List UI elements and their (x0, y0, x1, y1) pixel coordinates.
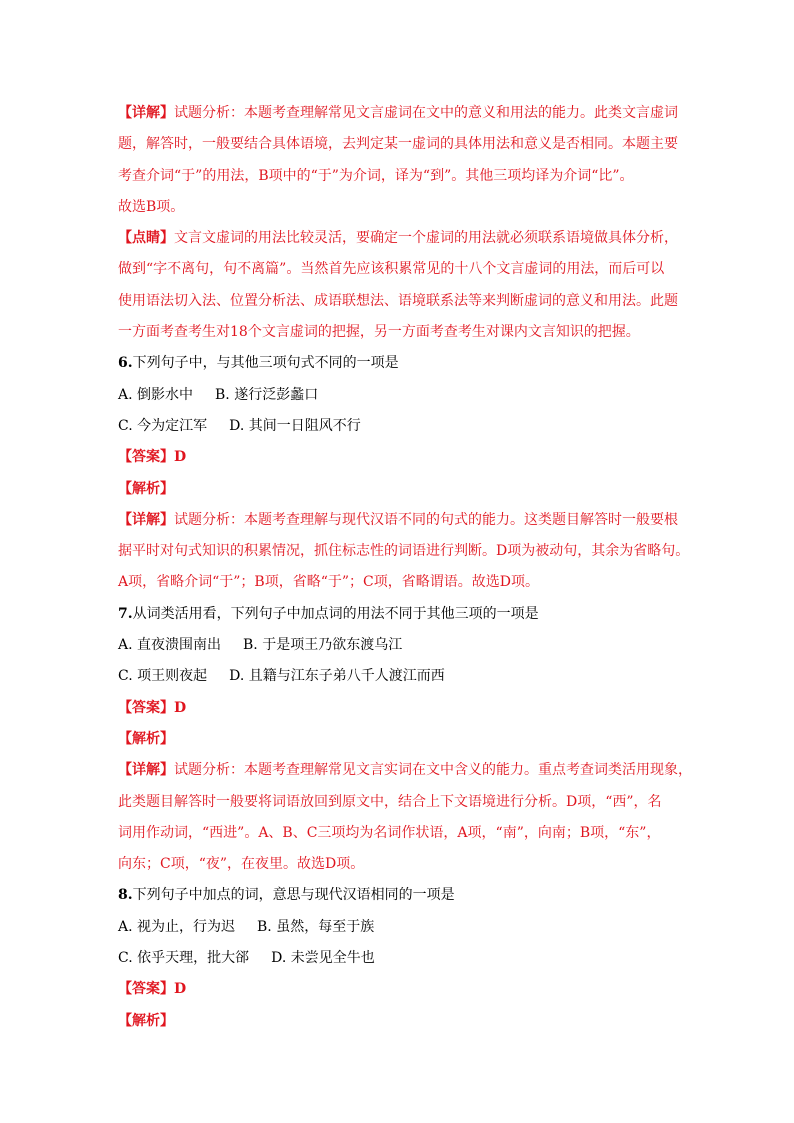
detail-line: 词用作动词，“西进”。A、B、C三项均为名词作状语，A项，“南”，向南；B项，“东”， (118, 824, 661, 841)
option-d: D. 其间一日阻风不行 (229, 417, 361, 434)
question-7 (118, 599, 692, 881)
option-a: A. 视为止，行为迟 (118, 918, 236, 935)
tips-line: 做到“字不离句，句不离篇”。当然首先应该积累常见的十八个文言虚词的用法，而后可以 (118, 261, 665, 278)
tips-line: 使用语法切入法、位置分析法、成语联想法、语境联系法等来判断虚词的意义和用法。此题 (118, 292, 678, 309)
question-8 (118, 880, 678, 1036)
option-b: B. 遂行泛彭蠡口 (215, 386, 319, 403)
option-d: D. 且籍与江东子弟八千人渡江而西 (229, 668, 445, 685)
analysis-label: 【解析】 (118, 730, 174, 747)
answer-label: 【答案】D (118, 699, 187, 716)
options-row (118, 380, 678, 411)
analysis-label: 【解析】 (118, 1012, 174, 1029)
tips-tag: 【点睛】 (118, 230, 174, 247)
detail-line: 【详解】试题分析：本题考查理解与现代汉语不同的句式的能力。这类题目解答时一般要根 (118, 511, 678, 528)
detail-tag: 【详解】 (118, 105, 174, 121)
tips-line: 【点睛】文言文虚词的用法比较灵活，要确定一个虚词的用法就必须联系语境做具体分析， (118, 230, 678, 247)
options-row (118, 661, 678, 692)
question-stem: 6.下列句子中，与其他三项句式不同的一项是 (118, 355, 399, 372)
detail-line: 【详解】试题分析：本题考查理解常见文言虚词在文中的意义和用法的能力。此类文言虚词 (118, 105, 678, 121)
option-c: C. 依乎天理，批大郤 (118, 950, 250, 967)
options-row (118, 943, 678, 974)
option-c: C. 项王则夜起 (118, 668, 208, 685)
option-b: B. 虽然，每至于族 (257, 918, 375, 935)
answer-label: 【答案】D (118, 449, 187, 466)
question-stem: 7.从词类活用看，下列句子中加点词的用法不同于其他三项的一项是 (118, 605, 539, 622)
detail-line: 向东；C项，“夜”，在夜里。故选D项。 (118, 856, 365, 873)
detail-line: 此类题目解答时一般要将词语放回到原文中，结合上下文语境进行分析。D项，“西”，名 (118, 793, 662, 810)
detail-tag: 【详解】 (118, 762, 174, 779)
analysis-label: 【解析】 (118, 480, 174, 497)
option-d: D. 未尝见全牛也 (271, 950, 375, 967)
question-number: 6. (118, 355, 133, 372)
detail-line: 据平时对句式知识的积累情况，抓住标志性的词语进行判断。D项为被动句，其余为省略句。 (118, 543, 690, 560)
detail-line: 【详解】试题分析：本题考查理解常见文言实词在文中含义的能力。重点考查词类活用现象， (118, 762, 692, 779)
option-c: C. 今为定江军 (118, 417, 208, 434)
detail-line: 考查介词“于”的用法，B项中的“于”为介词，译为“到”。其他三项均译为介词“比”。 (118, 167, 634, 184)
option-a: A. 倒影水中 (118, 386, 194, 403)
document-page (118, 98, 692, 1037)
detail-line: 故选B项。 (118, 198, 185, 215)
options-row (118, 912, 678, 943)
tips-block-q5 (118, 223, 678, 348)
question-stem: 8.下列句子中加点的词，意思与现代汉语相同的一项是 (118, 887, 455, 904)
answer-label: 【答案】D (118, 981, 187, 998)
options-row (118, 630, 678, 661)
question-6 (118, 348, 690, 598)
question-number: 8. (118, 887, 133, 904)
detail-line: A项，省略介词“于”；B项，省略“于”；C项，省略谓语。故选D项。 (118, 574, 539, 591)
question-number: 7. (118, 605, 133, 622)
option-b: B. 于是项王乃欲东渡乌江 (243, 637, 403, 654)
detail-block-q5 (118, 98, 678, 223)
option-a: A. 直夜溃围南出 (118, 637, 222, 654)
detail-line: 题，解答时，一般要结合具体语境，去判定某一虚词的具体用法和意义是否相同。本题主要 (118, 136, 678, 153)
detail-tag: 【详解】 (118, 511, 174, 528)
tips-line: 一方面考查考生对18个文言虚词的把握，另一方面考查考生对课内文言知识的把握。 (118, 324, 640, 341)
options-row (118, 411, 678, 442)
